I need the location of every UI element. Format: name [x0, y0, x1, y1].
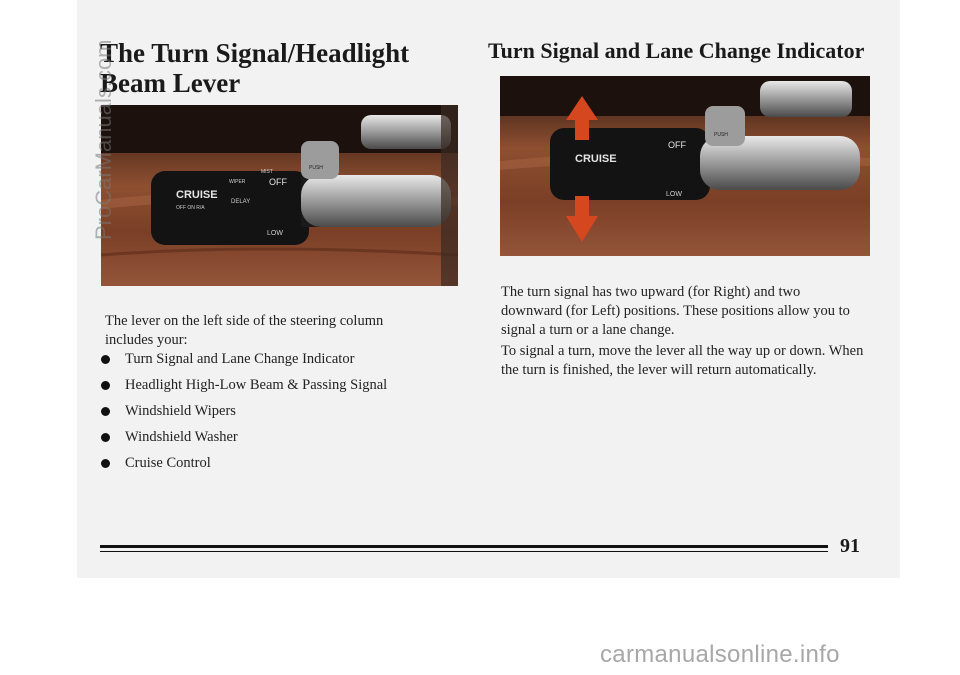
lever-features-list: [101, 350, 387, 480]
push-label: PUSH: [309, 165, 323, 171]
footer-rule-thin: [100, 551, 828, 552]
list-item: Turn Signal and Lane Change Indicator: [101, 350, 387, 376]
turn-signal-instructions: To signal a turn, move the lever all the way up or down. When the turn is finished, the lever will return automatically.: [501, 343, 864, 378]
list-item: Windshield Washer: [101, 428, 387, 454]
section-title-left: The Turn Signal/Headlight Beam Lever: [100, 38, 410, 98]
cruise-label-right: CRUISE: [575, 153, 617, 165]
footer-rule-thick: [100, 545, 828, 548]
mist-label: MIST: [261, 169, 273, 175]
cruise-label: CRUISE: [176, 189, 218, 201]
bullet-icon: [101, 433, 110, 442]
side-watermark: ProCarManuals.com: [91, 39, 116, 240]
bullet-icon: [101, 355, 110, 364]
list-item: Headlight High-Low Beam & Passing Signal: [101, 376, 387, 402]
bullet-icon: [101, 459, 110, 468]
low-label-right: LOW: [666, 191, 682, 198]
page-number: 91: [840, 535, 860, 557]
bullet-icon: [101, 407, 110, 416]
turn-signal-photo: [500, 76, 870, 256]
lever-intro-text: The lever on the left side of the steering column includes your:: [105, 313, 384, 348]
push-label-right: PUSH: [714, 132, 728, 138]
list-item: Windshield Wipers: [101, 402, 387, 428]
list-item: Cruise Control: [101, 454, 387, 480]
off-label-right: OFF: [668, 140, 686, 150]
section-title-right: Turn Signal and Lane Change Indicator: [488, 38, 865, 63]
cruise-positions-label: OFF ON R/A: [176, 205, 205, 211]
bullet-icon: [101, 381, 110, 390]
bottom-watermark: carmanualsonline.info: [600, 641, 840, 668]
delay-label: DELAY: [231, 199, 251, 205]
lever-photo: [101, 105, 458, 286]
low-label: LOW: [267, 230, 283, 237]
wiper-label: WIPER: [229, 179, 246, 185]
turn-signal-description: The turn signal has two upward (for Right) and two downward (for Left) positions. These positions allow you to signal a turn or a lane change.: [501, 284, 850, 338]
off-label: OFF: [269, 177, 287, 187]
